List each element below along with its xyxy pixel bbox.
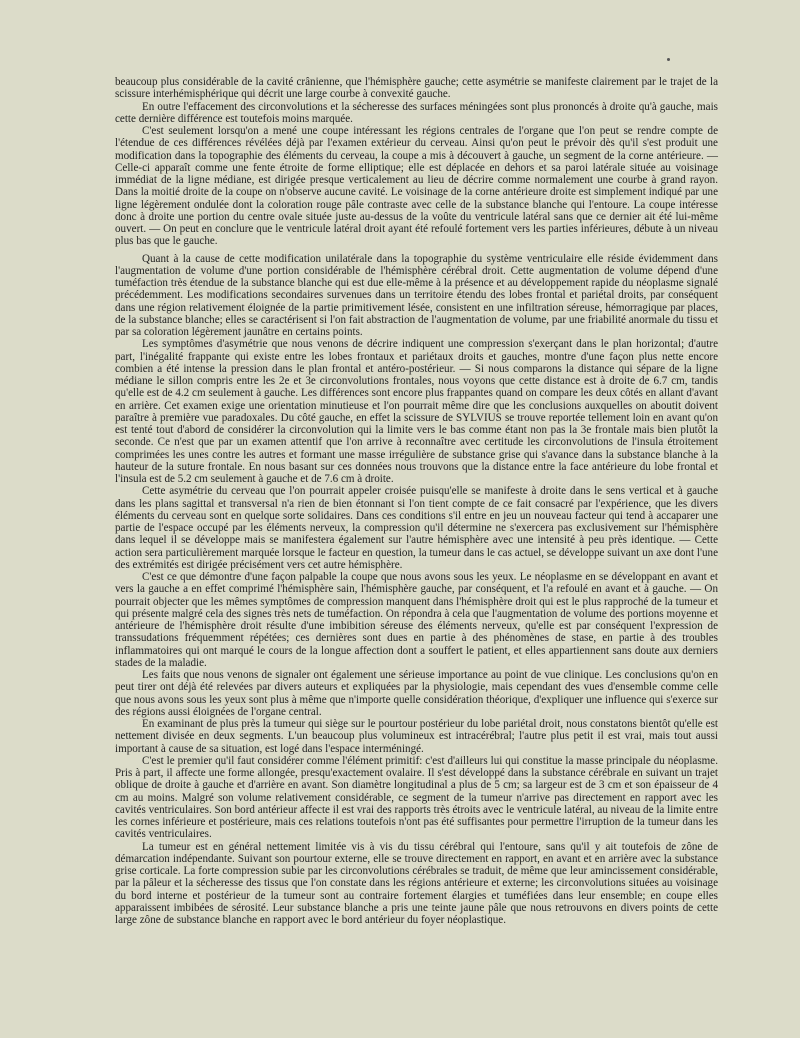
paragraph: Cette asymétrie du cerveau que l'on pourrait appeler croisée puisqu'elle se manifeste à droite dans le sens vertical et à gauche dans les plans sagittal et transversal n'a rien de bien étonnant si l'on tient compte de ce fait consacré par l'expérience, que les divers éléments du cerveau sont en quelque sorte solidaires. Dans ces conditions s'il entre en jeu un nouveau facteur qui tend à accaparer une partie de l'espace occupé par les éléments nerveux, la compression qu'il détermine ne s'exercera pas exclusivement sur l'hémisphère dans lequel il se développe mais se manifestera également sur l'autre hémisphère avec une intensité à peu près identique. — Cette action sera particulièrement marquée lorsque le facteur en question, la tumeur dans le cas actuel, se développe suivant un axe dont l'une des extrémités est dirigée précisément vers cet autre hémisphère. xyxy=(115,485,718,571)
paragraph: Quant à la cause de cette modification unilatérale dans la topographie du système ventriculaire elle réside évidemment dans l'augmentation de volume d'une portion considérable de l'hémisphère cérébral droit. Cette augmentation de volume dépend d'une tuméfaction très étendue de la substance blanche qui est due elle-même à la présence et au développement rapide du néoplasme signalé précédemment. Les modifications secondaires survenues dans un territoire étendu des lobes frontal et pariétal droits, par conséquent dans une région relativement éloignée de la partie primitivement lésée, consistent en une infiltration séreuse, hémorragique par places, de la substance blanche; elles se caractérisent si l'on fait abstraction de l'augmentation de volume, par une friabilité anormale du tissu et par sa coloration légèrement jaunâtre en certains points. xyxy=(115,252,718,338)
paragraph: Les symptômes d'asymétrie que nous venons de décrire indiquent une compression s'exerçant dans le plan horizontal; d'autre part, l'inégalité frappante qui existe entre les lobes frontaux et pariétaux droits et gauches, montre d'une façon plus nette encore combien a été intense la pression dans le plan frontal et antéro-postérieur. — Si nous comparons la distance qui sépare de la ligne médiane le sillon compris entre les 2e et 3e circonvolutions frontales, nous voyons que cette distance est à droite de 6.7 cm, tandis qu'elle est de 4.2 cm seulement à gauche. Les différences sont encore plus frappantes quand on compare les deux côtés en allant d'avant en arrière. Cet examen exige une orientation minutieuse et l'on pourrait même dire que les conclusions auxquelles on aboutit doivent paraître à première vue paradoxales. Du côté gauche, en effet la scissure de SYLVIUS se trouve reportée tellement loin en avant qu'on est tenté tout d'abord de considérer la circonvolution qui la limite vers le bas comme étant non pas la 3e frontale mais bien plutôt la seconde. Ce n'est que par un examen attentif que l'on arrive à reconnaître avec certitude les circonvolutions de l'insula étroitement comprimées les unes contre les autres et formant une masse irrégulière de substance grise qui s'avance dans la substance blanche à la hauteur de la suture frontale. En nous basant sur ces données nous trouvons que la distance entre la face antérieure du lobe frontal et l'insula est de 5.2 cm seulement à gauche et de 7.6 cm à droite. xyxy=(115,338,718,485)
paragraph: C'est seulement lorsqu'on a mené une coupe intéressant les régions centrales de l'organe que l'on peut se rendre compte de l'étendue de ces différences révélées déjà par l'examen extérieur du cerveau. Ainsi qu'on peut le prévoir dès qu'il s'est produit une modification dans la topographie des éléments du cerveau, la coupe a mis à découvert à gauche, un segment de la corne antérieure. — Celle-ci apparaît comme une fente étroite de forme elliptique; elle est déplacée en dehors et sa paroi latérale située au voisinage immédiat de la ligne médiane, est dirigée presque verticalement au lieu de décrire comme normalement une courbe à grand rayon. Dans la moitié droite de la coupe on n'observe aucune cavité. Le voisinage de la corne antérieure droite est simplement indiqué par une ligne légèrement ondulée dont la coloration rouge pâle contraste avec celle de la substance blanche qui l'entoure. La coupe intéresse donc à droite une portion du centre ovale située juste au-dessus de la voûte du ventricule latéral sans que ce dernier ait été lui-même ouvert. — On peut en conclure que le ventricule latéral droit ayant été refoulé fortement vers les parties inférieures, débute à un niveau plus bas que le gauche. xyxy=(115,125,718,248)
body-text xyxy=(115,76,718,926)
paragraph: C'est le premier qu'il faut considérer comme l'élément primitif: c'est d'ailleurs lui qui constitue la masse principale du néoplasme. Pris à part, il affecte une forme allongée, presqu'exactement ovalaire. Il s'est développé dans la substance cérébrale en suivant un trajet oblique de droite à gauche et d'arrière en avant. Son diamètre longitudinal a plus de 5 cm; sa largeur est de 3 cm et son épaisseur de 4 cm au moins. Malgré son volume relativement considérable, ce segment de la tumeur n'arrive pas directement en rapport avec les cavités ventriculaires. Son bord antérieur affecte il est vrai des rapports très étroits avec le ventricule latéral, au niveau de la limite entre les cornes inférieure et postérieure, mais ces relations toutefois n'ont pas été suffisantes pour permettre l'irruption de la tumeur dans les cavités ventriculaires. xyxy=(115,754,718,841)
paragraph: La tumeur est en général nettement limitée vis à vis du tissu cérébral qui l'entoure, sans qu'il y ait toutefois de zône de démarcation indépendante. Suivant son pourtour externe, elle se trouve directement en rapport, en avant et en arrière avec la substance grise corticale. La forte compression subie par les circonvolutions cérébrales se traduit, de même que leur amincissement considérable, par la pâleur et la sécheresse des tissus que l'on constate dans les régions antérieure et externe; les circonvolutions situées au voisinage du bord interne et postérieur de la tumeur sont au contraire fortement élargies et tuméfiées dans leur ensemble; en coupe elles apparaissent imbibées de sérosité. Leur substance blanche a pris une teinte jaune pâle que nous retrouvons en divers points de cette large zône de substance blanche en rapport avec le bord antérieur du foyer néoplastique. xyxy=(115,840,718,926)
paragraph: C'est ce que démontre d'une façon palpable la coupe que nous avons sous les yeux. Le néoplasme en se développant en avant et vers la gauche a en effet comprimé l'hémisphère sain, l'hémisphère gauche, par conséquent, et l'a refoulé en avant et à gauche. — On pourrait objecter que les mêmes symptômes de compression manquent dans l'hémisphère droit qui est le plus rapproché de la tumeur et qui présente malgré cela des signes très nets de tuméfaction. On répondra à cela que l'augmentation de volume des portions moyenne et antérieure de l'hémisphère droit résulte d'une imbibition séreuse des éléments nerveux, qu'elle est par conséquent l'expression de transsudations fréquemment répétées; ces dernières sont dues en partie à des phénomènes de stase, en partie à des troubles inflammatoires qui ont marqué le cours de la longue affection dont a souffert le patient, et elles appartiennent sans doute aux derniers stades de la maladie. xyxy=(115,571,718,669)
printer-dot xyxy=(667,58,670,61)
paragraph: En outre l'effacement des circonvolutions et la sécheresse des surfaces méningées sont plus prononcés à droite qu'à gauche, mais cette dernière différence est toutefois moins marquée. xyxy=(115,100,718,125)
paragraph: En examinant de plus près la tumeur qui siège sur le pourtour postérieur du lobe pariétal droit, nous constatons bientôt qu'elle est nettement divisée en deux segments. L'un beaucoup plus volumineux est intracérébral; l'autre plus petit il est vrai, mais tout aussi important à cause de sa situation, est logé dans l'espace interméningé. xyxy=(115,718,718,755)
paragraph: beaucoup plus considérable de la cavité crânienne, que l'hémisphère gauche; cette asymétrie se manifeste clairement par le trajet de la scissure interhémisphérique qui décrit une large courbe à convexité gauche. xyxy=(115,76,718,101)
paragraph: Les faits que nous venons de signaler ont également une sérieuse importance au point de vue clinique. Les conclusions qu'on en peut tirer ont déjà été relevées par divers auteurs et expliquées par la physiologie, mais cependant des vues d'ensemble comme celle que nous avons sous les yeux sont plus à même que n'importe quelle considération théorique, d'expliquer une influence qui s'exerce sur des régions aussi éloignées de l'organe central. xyxy=(115,669,718,718)
